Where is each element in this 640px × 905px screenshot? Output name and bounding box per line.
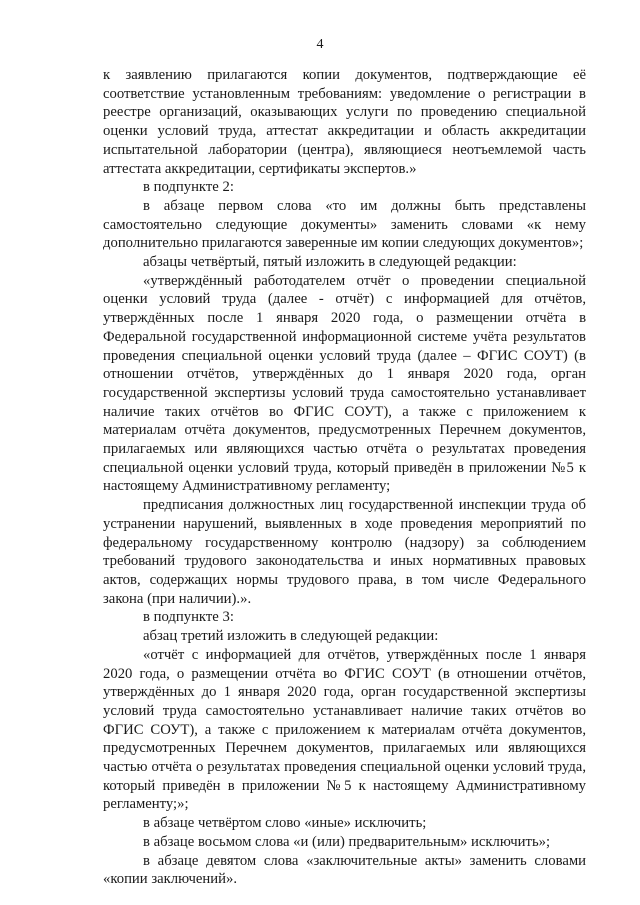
paragraph-11: в абзаце восьмом слова «и (или) предварительным» исключить»; bbox=[143, 833, 551, 850]
paragraph-5: «утверждённый работодателем отчёт о проведении специальной оценки условий труда (далее - отчёт) с информацией для отчётов, утверждённых после 1 января 2020 года, о размещении отчёта в Федеральной государственной информационной системе учёта результатов проведения специальной оценки условий труда (далее – ФГИС СОУТ) (в отношении отчётов, утверждённых до 1 января 2020 года, орган государственной экспертизы условий труда самостоятельно устанавливает наличие таких отчётов во ФГИС СОУТ), а также с приложением к материалам отчёта документов, предусмотренных Перечнем документов, прилагаемых или являющихся частью отчёта о результатах проведения специальной оценки условий труда, который приведён в приложении №5 к настоящему Административному регламенту; bbox=[103, 272, 586, 495]
paragraph-2: в подпункте 2: bbox=[143, 179, 234, 196]
document-body bbox=[103, 66, 586, 889]
paragraph-9: «отчёт с информацией для отчётов, утверждённых после 1 января 2020 года, о размещении отчёта во ФГИС СОУТ (в отношении отчётов, утверждённых до 1 января 2020 года, орган государственной экспертизы условий труда самостоятельно устанавливает наличие таких отчётов во ФГИС СОУТ), а также с приложением к материалам отчёта документов, предусмотренных Перечнем документов, прилагаемых или являющихся частью отчёта о результатах проведения специальной оценки условий труда, который приведён в приложении №5 к настоящему Административному регламенту;»; bbox=[103, 646, 586, 813]
paragraph-8: абзац третий изложить в следующей редакции: bbox=[143, 628, 439, 645]
paragraph-1: к заявлению прилагаются копии документов, подтверждающие её соответствие установленным требованиям: уведомление о регистрации в реестре организаций, оказывающих услуги по проведению специальной оценки условий труда, аттестат аккредитации и область аккредитации испытательной лаборатории (центра), являющиеся неотъемлемой часть аттестата аккредитации, сертификаты экспертов.» bbox=[103, 67, 586, 177]
paragraph-6: предписания должностных лиц государственной инспекции труда об устранении нарушений, выявленных в ходе проведения мероприятий по федеральному государственному контролю (надзору) за соблюдением требований трудового законодательства и иных нормативных правовых актов, содержащих нормы трудового права, в том числе Федерального закона (при наличии).». bbox=[103, 497, 586, 607]
paragraph-3: в абзаце первом слова «то им должны быть представлены самостоятельно следующие документы» заменить словами «к нему дополнительно прилагаются заверенные им копии следующих документов»; bbox=[103, 197, 586, 252]
paragraph-10: в абзаце четвёртом слово «иные» исключить; bbox=[143, 815, 427, 832]
paragraph-12: в абзаце девятом слова «заключительные акты» заменить словами «копии заключений». bbox=[103, 852, 586, 888]
paragraph-7: в подпункте 3: bbox=[143, 609, 234, 626]
page-number: 4 bbox=[316, 37, 324, 52]
paragraph-4: абзацы четвёртый, пятый изложить в следующей редакции: bbox=[143, 254, 517, 271]
